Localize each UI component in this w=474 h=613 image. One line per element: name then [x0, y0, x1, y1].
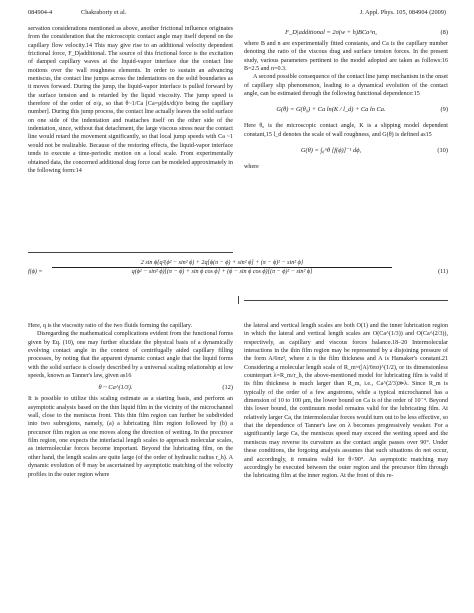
divider-rule: [28, 252, 233, 253]
equation-11-numerator: 2 sin ϕ{q²(ϕ² − sin² ϕ) + 2q[ϕ(π − ϕ) + sin² ϕ] + (π − ϕ)² − sin² ϕ}: [52, 260, 392, 268]
equation-8-number: (8): [440, 29, 448, 36]
right-column-bottom: [244, 322, 448, 481]
journal-citation: J. Appl. Phys. 105, 084904 (2009): [359, 9, 446, 16]
divider-tick: [238, 296, 239, 304]
equation-10-body: G(θ) = ∫₀^θ [f(ϕ)]⁻¹ dϕ,: [300, 147, 362, 155]
body-paragraph: Here θ₀ is the microscopic contact angle, K is a slipping model dependent constant,15 l_d denotes the scale of wall roughness, and G(θ) is defined as15: [244, 123, 448, 138]
equation-12: [28, 380, 233, 395]
equation-9-body: G(θ) = G(θ₀) + Ca ln(K / l_d) + Ca ln Ca.: [276, 106, 386, 114]
body-paragraph: Disregarding the mathematical complications evident from the functional forms given by Eq. (10), one may further elucidate the physical basis of a dynamically evolving contact angle in the context of centrifugally aided capillary filling processes, by noting that the apparent dynamic contact angle that the liquid forms with the solid surface is closely described by a universal scaling relationship at low speeds, known as Tanner's law, given as16: [28, 331, 233, 380]
right-column-top: [244, 25, 448, 171]
page-number: 084904-4: [28, 9, 53, 16]
body-paragraph: where B and n are experimentally fitted constants, and Ca is the capillary number denoting the ratio of the viscous drag and surface tension forces. In the present study, various parameters pertinent to the model adopted are taken as follows:16 B=2.5 and n=0.3.: [244, 41, 448, 73]
equation-11-fraction: [52, 260, 392, 275]
equation-10-number: (10): [437, 147, 448, 155]
equation-8-body: F_D|additional = 2σ(w + h)BCa^n,: [285, 29, 377, 36]
equation-12-number: (12): [222, 384, 233, 392]
equation-9-number: (9): [440, 106, 448, 114]
body-paragraph: A second possible consequence of the contact line jump mechanism in the onset of capillary slip phenomenon, leading to a dynamical evolution of the contact angle, can be estimated through the following functional dependence:15: [244, 74, 448, 98]
body-paragraph: It is possible to utilize this scaling estimate as a starting basis, and perform an asymptotic analysis based on the thin liquid film in the vicinity of the microchannel wall, close to the meniscus front. This thin film region can further be subdivided into two subregions, namely, (a) a lubricating film region followed by (b) a precursor film region as one moves along the direction of wetting. In the precursor film region, one expects the interfacial length scales to approach molecular scales, as intermolecular forces become important. Beyond the lubricating film, on the other hand, the length scales are quite large (of the order of hydraulic radius r_h). A dynamic evolution of θ may be ascertained by asymptotic matching of the velocity profiles in the outer region where: [28, 396, 233, 478]
running-authors: Chakraborty et al.: [81, 9, 127, 16]
page-header: [28, 8, 446, 18]
body-paragraph: servation considerations mentioned as above, another frictional influence originates from the consideration that the microscopic contact angle may itself depend on the capillary flow velocity.14 This may give rise to an additional velocity dependent frictional force, F_D|additional. The source of this frictional force is the excitation of damped capillary waves at the liquid-vapor interface due the contact line motions over the wall roughness elements. In order to sustain an advancing meniscus, the contact line jumps across the indentations on the solid boundaries as it moves forward. During the jump, the liquid-vapor interface is pulled forward by the surface tension and is retarded by the liquid viscosity. The jump speed is therefore of the order of σ/μ, so that θ~1/Ca [Ca=μ(dx/dt)/σ being the capillary number]. During this jump process, the contact line actually leaves the solid surface on one side of the indentation and reattaches itself on the other side of the indentation, since, without that detachment, the large viscous stress near the contact line would retard the movement significantly, so that local jump speeds with Ca ~1 would not be realizable. Because of the restoring effects, the liquid-vapor interface tends to execute a time-periodic motion on a local scale. From experimentally obtained data, the concerned additional drag force can be modeled approximately in the following form:14: [28, 26, 233, 174]
equation-11: [28, 258, 448, 292]
left-column-bottom: [28, 322, 233, 479]
divider-rule: [244, 300, 448, 301]
equation-11-lhs: f(ϕ) =: [28, 269, 43, 275]
equation-11-denominator: q(ϕ² − sin² ϕ)[(π − ϕ) + sin ϕ cos ϕ] + (ϕ − sin ϕ cos ϕ)[(π − ϕ)² − sin² ϕ]: [131, 269, 313, 275]
equation-12-body: θ ~ Ca^(1/3).: [98, 384, 133, 392]
body-paragraph: where: [244, 164, 259, 171]
equation-10: [244, 139, 448, 163]
equation-9: [244, 98, 448, 122]
body-paragraph: Here, q is the viscosity ratio of the two fluids forming the capillary.: [28, 323, 193, 329]
equation-8: [244, 25, 448, 40]
body-paragraph: the lateral and vertical length scales are both O(1) and the inner lubrication region in which the lateral and vertical length scales are O(Ca^(1/3)) and O(Ca^(2/3)), respectively, as capillary and viscous forces balance.18–20 Intermolecular interactions in the thin film region may be represented by a disjoining pressure of the form A/6πz³, where z is the film thickness and A is Hamaker's constant.21 Considering a molecular length scale of R_m=(|A|/6πσ)^(1/2), or its dimensionless counterpart λ=R_m/r_h, the above-mentioned model for lubricating film is valid if its film thickness is much larger than R_m, i.e., Ca^(2/3)≫λ. Since R_m is typically of the order of a few angstroms, while a typical microchannel has a dimension of 10 to 100 μm, the lower bound on Ca is of the order of 10⁻⁴. Beyond this lower bound, the continuum model remains valid for the lubricating film. At relatively larger Ca, the intermolecular forces would turn out to be less effective, so that the dependence of Tanner's law on λ becomes progressively weaker. For a significantly large Ca, the meniscus speed may exceed the wetting speed and the meniscus may reverse its curvature as the contact angle passes over 90°. Under these conditions, the forgoing analysis assumes that such situations do not occur, and accordingly, it remains valid for θ<90°. An asymptotic matching may accordingly be executed between the outer region and the precursor film through the lubricating film at the inner region. At the front of this re-: [244, 323, 448, 480]
left-column-top: [28, 25, 233, 175]
equation-11-number: (11): [438, 269, 448, 275]
